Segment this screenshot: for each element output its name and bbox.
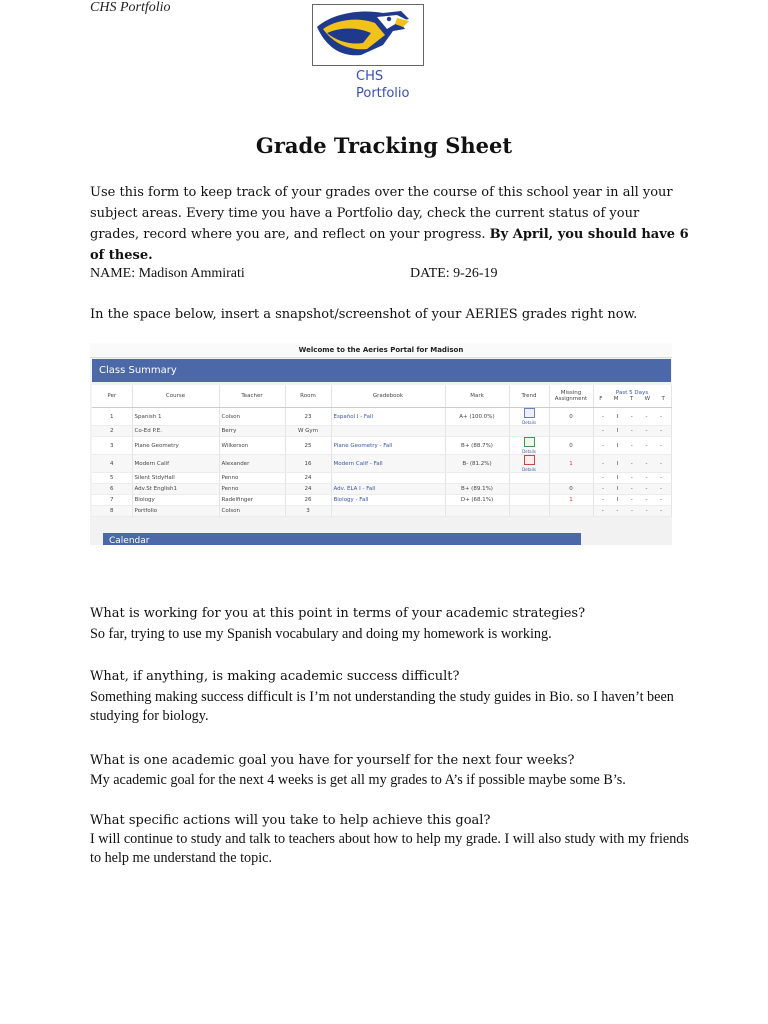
day-mark: I	[616, 475, 619, 481]
table-row	[92, 426, 671, 437]
cell-course: Biology	[132, 495, 219, 506]
class-summary-header: Class Summary	[92, 359, 671, 382]
cell-course: Plane Geometry	[132, 437, 219, 455]
cell-mark	[445, 506, 509, 517]
calendar-header: Calendar	[103, 533, 581, 545]
cell-gradebook	[331, 506, 445, 517]
cell-per: 8	[92, 506, 132, 517]
cell-teacher: Wilkerson	[219, 437, 285, 455]
cell-per: 7	[92, 495, 132, 506]
cell-room: 23	[285, 408, 331, 426]
cell-per: 6	[92, 484, 132, 495]
cell-course: Spanish 1	[132, 408, 219, 426]
day-mark: -	[601, 486, 604, 492]
day-mark: -	[660, 475, 663, 481]
aeries-snapshot	[90, 343, 672, 545]
intro-paragraph	[90, 182, 690, 266]
day-mark: -	[645, 428, 648, 434]
cell-past-days	[593, 408, 671, 426]
table-row	[92, 473, 671, 484]
cell-gradebook[interactable]: Español I - Fall	[331, 408, 445, 426]
day-mark: -	[630, 497, 633, 503]
day-mark: -	[645, 508, 648, 514]
cell-mark: A+ (100.0%)	[445, 408, 509, 426]
cell-room: 24	[285, 484, 331, 495]
col-gradebook: Gradebook	[331, 385, 445, 408]
date-field: DATE: 9-26-19	[410, 266, 498, 281]
cell-missing: 0	[549, 484, 593, 495]
day-letter: M	[613, 396, 619, 402]
cell-teacher: Penno	[219, 484, 285, 495]
day-mark: -	[660, 497, 663, 503]
cell-per: 4	[92, 455, 132, 473]
trend-chart-icon[interactable]	[524, 455, 535, 465]
day-mark: -	[660, 486, 663, 492]
cell-gradebook[interactable]: Biology - Fall	[331, 495, 445, 506]
header-note: CHS Portfolio	[90, 0, 171, 15]
col-teacher: Teacher	[219, 385, 285, 408]
cell-course: Portfolio	[132, 506, 219, 517]
day-mark: -	[645, 486, 648, 492]
table-row	[92, 506, 671, 517]
day-mark: -	[601, 413, 604, 420]
cell-past-days	[593, 455, 671, 473]
table-row	[92, 408, 671, 426]
cell-missing: 0	[549, 437, 593, 455]
day-mark: -	[660, 442, 663, 449]
reflection-answer: I will continue to study and talk to teachers about how to help my grade. I will also study with my friends to help me understand the topic.	[90, 831, 689, 866]
cell-mark	[445, 473, 509, 484]
day-mark: -	[660, 460, 663, 467]
cell-trend	[509, 495, 549, 506]
cell-past-days	[593, 437, 671, 455]
cell-mark: B+ (88.7%)	[445, 437, 509, 455]
reflection-answer: My academic goal for the next 4 weeks is get all my grades to A’s if possible maybe some B’s.	[90, 772, 626, 788]
col-trend: Trend	[509, 385, 549, 408]
day-mark: -	[630, 413, 633, 420]
day-mark: -	[660, 413, 663, 420]
day-mark: -	[601, 475, 604, 481]
cell-per: 5	[92, 473, 132, 484]
reflection-answer: Something making success difficult is I’m not understanding the study guides in Bio. so I haven’t been studying for biology.	[90, 689, 674, 724]
cell-mark: B- (81.2%)	[445, 455, 509, 473]
cell-trend	[509, 506, 549, 517]
col-per: Per	[92, 385, 132, 408]
day-mark: -	[630, 486, 633, 492]
snapshot-welcome: Welcome to the Aeries Portal for Madison	[90, 343, 672, 358]
day-mark: -	[601, 497, 604, 503]
cell-missing	[549, 473, 593, 484]
cell-per: 2	[92, 426, 132, 437]
cell-teacher: Radelfinger	[219, 495, 285, 506]
cell-teacher: Colson	[219, 506, 285, 517]
day-letter: W	[644, 396, 651, 402]
cell-teacher: Penno	[219, 473, 285, 484]
cell-past-days	[593, 426, 671, 437]
cell-gradebook	[331, 473, 445, 484]
past-days-label: Past 5 Days	[615, 390, 649, 396]
cell-past-days	[593, 484, 671, 495]
cell-room: 26	[285, 495, 331, 506]
day-mark: I	[616, 460, 619, 467]
day-mark: I	[616, 486, 619, 492]
day-mark: -	[660, 428, 663, 434]
cell-room: 25	[285, 437, 331, 455]
col-past-days	[593, 385, 671, 408]
logo-caption-line1: CHS	[356, 69, 384, 84]
cell-room: W Gym	[285, 426, 331, 437]
day-mark: -	[645, 442, 648, 449]
cell-trend	[509, 426, 549, 437]
cell-past-days	[593, 506, 671, 517]
day-mark: -	[601, 508, 604, 514]
cell-room: 24	[285, 473, 331, 484]
day-mark: -	[601, 428, 604, 434]
intro-text: Use this form to keep track of your grades over the course of this school year in all your subject areas. Every time you have a Portfolio day, check the current status of your grades, record where you are, and reflect on your progress.	[90, 185, 673, 242]
cell-mark: D+ (68.1%)	[445, 495, 509, 506]
cell-course: Silent StdyHall	[132, 473, 219, 484]
day-mark: -	[660, 508, 663, 514]
day-mark: I	[616, 442, 619, 449]
cell-trend	[509, 484, 549, 495]
day-mark: -	[645, 413, 648, 420]
name-field: NAME: Madison Ammirati	[90, 266, 245, 281]
table-row	[92, 495, 671, 506]
table-header-row	[92, 385, 671, 408]
col-missing: Missing Assignment	[549, 385, 593, 408]
cell-teacher: Alexander	[219, 455, 285, 473]
trend-chart-icon[interactable]	[524, 437, 535, 447]
day-mark: -	[630, 475, 633, 481]
past-days-letters	[594, 396, 671, 402]
eagle-icon	[313, 5, 423, 65]
cell-past-days	[593, 473, 671, 484]
intro-bold-text: By April, you should have 6 of these.	[90, 227, 689, 263]
logo-caption-line2: Portfolio	[356, 86, 410, 101]
day-mark: I	[616, 428, 619, 434]
page-title: Grade Tracking Sheet	[255, 133, 513, 158]
cell-trend[interactable]	[509, 455, 549, 473]
cell-gradebook	[331, 426, 445, 437]
cell-mark: B+ (89.1%)	[445, 484, 509, 495]
day-mark: -	[630, 508, 633, 514]
day-mark: -	[630, 442, 633, 449]
col-course: Course	[132, 385, 219, 408]
snapshot-instruction: In the space below, insert a snapshot/screenshot of your AERIES grades right now.	[90, 307, 638, 322]
reflection-question: What is working for you at this point in terms of your academic strategies?	[90, 606, 586, 621]
cell-course: Co-Ed P.E.	[132, 426, 219, 437]
cell-past-days	[593, 495, 671, 506]
cell-trend	[509, 473, 549, 484]
cell-missing: 1	[549, 455, 593, 473]
cell-trend[interactable]	[509, 408, 549, 426]
trend-details-link[interactable]: Details	[522, 467, 536, 472]
eagle-logo	[312, 4, 424, 66]
day-mark: I	[616, 413, 619, 420]
table-row	[92, 437, 671, 455]
day-mark: -	[601, 460, 604, 467]
cell-missing: 0	[549, 408, 593, 426]
reflection-question: What is one academic goal you have for yourself for the next four weeks?	[90, 753, 575, 768]
cell-room: 3	[285, 506, 331, 517]
day-letter: T	[661, 396, 665, 402]
day-mark: -	[616, 508, 619, 514]
cell-trend[interactable]	[509, 437, 549, 455]
reflection-question: What, if anything, is making academic success difficult?	[90, 669, 460, 684]
cell-room: 16	[285, 455, 331, 473]
cell-per: 3	[92, 437, 132, 455]
cell-teacher: Berry	[219, 426, 285, 437]
cell-course: Modern Calif	[132, 455, 219, 473]
day-mark: I	[616, 497, 619, 503]
cell-gradebook[interactable]: Plane Geometry - Fall	[331, 437, 445, 455]
cell-gradebook[interactable]: Modern Calif - Fall	[331, 455, 445, 473]
day-mark: -	[601, 442, 604, 449]
day-mark: -	[645, 460, 648, 467]
reflection-question: What specific actions will you take to help achieve this goal?	[90, 813, 491, 828]
trend-details-link[interactable]: Details	[522, 449, 536, 454]
table-row	[92, 484, 671, 495]
cell-gradebook[interactable]: Adv. ELA I - Fall	[331, 484, 445, 495]
cell-missing	[549, 506, 593, 517]
logo-caption	[356, 68, 409, 102]
class-summary-table	[92, 385, 672, 517]
day-letter: F	[599, 396, 603, 402]
col-mark: Mark	[445, 385, 509, 408]
col-room: Room	[285, 385, 331, 408]
trend-chart-icon[interactable]	[524, 408, 535, 418]
day-mark: -	[630, 460, 633, 467]
cell-missing	[549, 426, 593, 437]
day-mark: -	[645, 497, 648, 503]
day-mark: -	[630, 428, 633, 434]
trend-details-link[interactable]: Details	[522, 420, 536, 425]
table-row	[92, 455, 671, 473]
cell-missing: 1	[549, 495, 593, 506]
day-letter: T	[629, 396, 634, 402]
cell-mark	[445, 426, 509, 437]
cell-per: 1	[92, 408, 132, 426]
cell-teacher: Colson	[219, 408, 285, 426]
reflection-answer: So far, trying to use my Spanish vocabulary and doing my homework is working.	[90, 626, 552, 642]
day-mark: -	[645, 475, 648, 481]
cell-course: Adv.St English1	[132, 484, 219, 495]
